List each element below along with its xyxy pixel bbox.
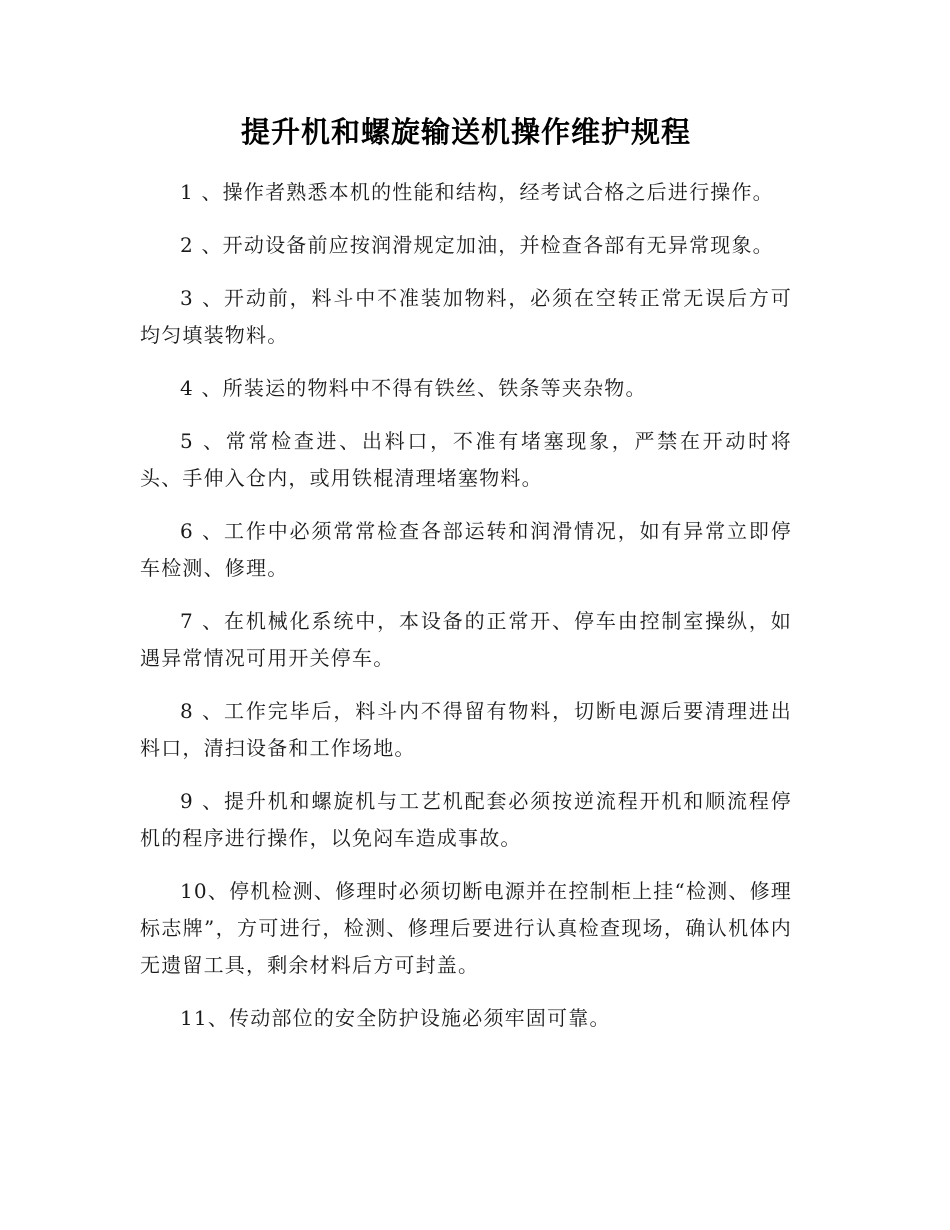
procedure-item-10: 10、停机检测、修理时必须切断电源并在控制柜上挂“检测、修理标志牌”，方可进行，检测、修理后要进行认真检查现场，确认机体内无遗留工具，剩余材料后方可封盖。: [140, 879, 792, 977]
procedure-item-8: 8 、工作完毕后，料斗内不得留有物料，切断电源后要清理进出料口，清扫设备和工作场地。: [140, 699, 792, 760]
procedure-item-1: 1 、操作者熟悉本机的性能和结构，经考试合格之后进行操作。: [180, 180, 774, 204]
procedure-item-6: 6 、工作中必须常常检查各部运转和润滑情况，如有异常立即停车检测、修理。: [140, 519, 792, 580]
document-page: [140, 112, 792, 1053]
procedure-item-5: 5 、常常检查进、出料口，不准有堵塞现象，严禁在开动时将头、手伸入仓内，或用铁棍清理堵塞物料。: [140, 429, 792, 490]
procedure-item-9: 9 、提升机和螺旋机与工艺机配套必须按逆流程开机和顺流程停机的程序进行操作，以免闷车造成事故。: [140, 789, 792, 850]
procedure-item-7: 7 、在机械化系统中，本设备的正常开、停车由控制室操纵，如遇异常情况可用开关停车。: [140, 609, 792, 670]
procedure-item-4: 4 、所装运的物料中不得有铁丝、铁条等夹杂物。: [180, 376, 647, 400]
procedure-list: [140, 174, 792, 1037]
procedure-item-2: 2 、开动设备前应按润滑规定加油，并检查各部有无异常现象。: [180, 233, 774, 257]
procedure-item-11: 11、传动部位的安全防护设施必须牢固可靠。: [180, 1006, 611, 1030]
document-title: 提升机和螺旋输送机操作维护规程: [240, 115, 691, 149]
procedure-item-3: 3 、开动前，料斗中不准装加物料，必须在空转正常无误后方可均匀填装物料。: [140, 286, 792, 347]
